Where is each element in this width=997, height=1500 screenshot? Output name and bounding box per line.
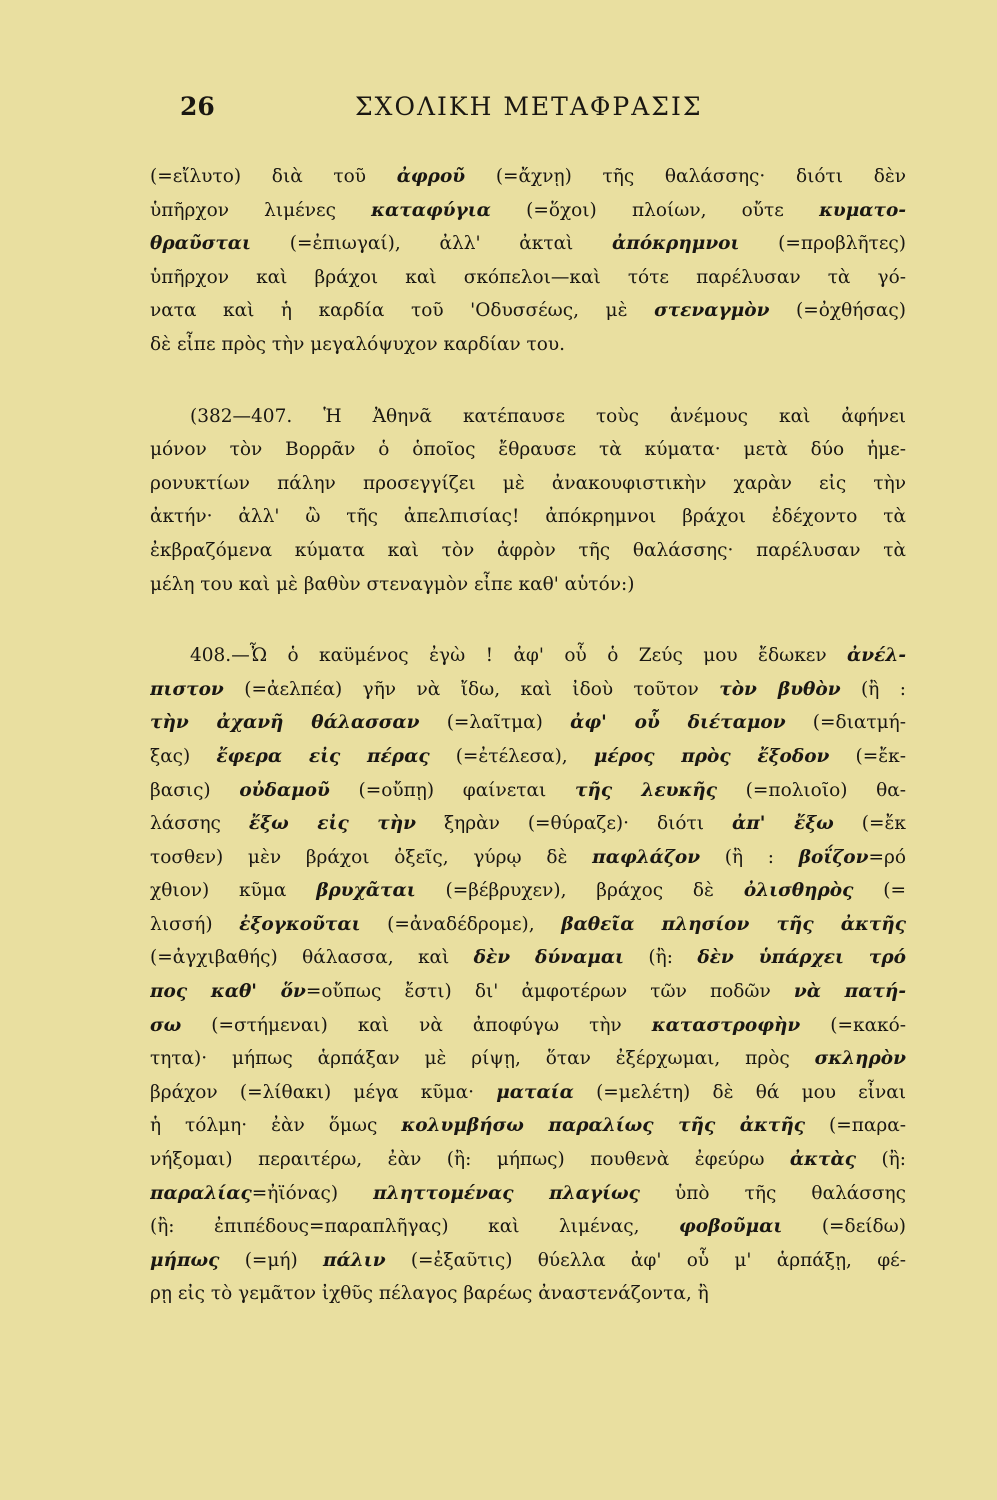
text-run: (=ὅχοι) πλοίων, οὔτε — [490, 199, 820, 221]
text-line — [150, 841, 906, 875]
paragraph-verse-408 — [150, 639, 906, 1311]
emphasized-term: παφλάζον — [592, 846, 701, 868]
body-text — [150, 160, 906, 1311]
text-run: =ἠϊόνας) — [251, 1182, 374, 1204]
text-line — [150, 975, 906, 1009]
text-run: (ἢ: — [855, 1149, 906, 1171]
text-run: (=ἔκ — [833, 813, 906, 835]
emphasized-term: ἀφ' οὗ διέταμον — [570, 712, 786, 734]
text-line — [150, 294, 906, 328]
text-run: (=λαῖτμα) — [419, 712, 571, 734]
text-line — [150, 433, 906, 467]
text-run: μόνον τὸν Βορρᾶν ὁ ὁποῖος ἔθραυσε τὰ κύματα· μετὰ δύο ἡμε- — [150, 439, 906, 461]
running-title: ΣΧΟΛΙΚΗ ΜΕΤΑΦΡΑΣΙΣ — [355, 92, 703, 121]
text-run: (382—407. Ἡ Ἀθηνᾶ κατέπαυσε τοὺς ἀνέμους καὶ ἀφήνει — [190, 405, 906, 427]
text-line — [150, 500, 906, 534]
text-run: (=ἐπιωγαί), ἀλλ' ἀκταὶ — [251, 233, 613, 255]
emphasized-term: νὰ πατή- — [793, 981, 906, 1003]
text-run: λισσή) — [150, 913, 240, 935]
text-line — [150, 328, 906, 362]
text-run: (= — [853, 880, 906, 902]
text-run: (=οὔπῃ) φαίνεται — [329, 779, 575, 801]
emphasized-term: ἀκτὰς — [789, 1149, 856, 1171]
text-run: (ἢ: ἐπιπέδους=παραπλῆγας) καὶ λιμένας, — [150, 1216, 680, 1238]
text-run: ἀκτήν· ἀλλ' ὢ τῆς ἀπελπισίας! ἀπόκρημνοι βράχοι ἐδέχοντο τὰ — [150, 506, 906, 528]
text-run: (=διατμή- — [785, 712, 906, 734]
text-run: (=ἐτέλεσα), — [429, 745, 594, 767]
text-run: (ἢ: — [624, 947, 698, 969]
text-run: τοσθεν) μὲν βράχοι ὀξεῖς, γύρῳ δὲ — [150, 846, 593, 868]
text-run: (=ὀχθήσας) — [769, 300, 906, 322]
text-run: (=παρα- — [805, 1115, 906, 1137]
text-line — [150, 400, 906, 434]
emphasized-term: σκληρὸν — [814, 1048, 906, 1070]
emphasized-term: ματαία — [496, 1081, 574, 1103]
text-run: ὑπὸ τῆς θαλάσσης — [639, 1182, 906, 1204]
text-line — [150, 740, 906, 774]
text-run: ἡ τόλμη· ἐὰν ὅμως — [150, 1115, 402, 1137]
text-run: δὲ εἶπε πρὸς τὴν μεγαλόψυχον καρδίαν του. — [150, 333, 565, 355]
text-line — [150, 774, 906, 808]
text-run: νατα καὶ ἡ καρδία τοῦ 'Οδυσσέως, μὲ — [150, 300, 655, 322]
text-run: (=στήμεναι) καὶ νὰ ἀποφύγω τὴν — [181, 1014, 652, 1036]
emphasized-term: κυματο- — [819, 199, 906, 221]
text-run: (=κακό- — [800, 1014, 906, 1036]
text-run: ὑπῆρχον λιμένες — [150, 199, 372, 221]
emphasized-term: βοΐζον — [798, 846, 869, 868]
emphasized-term: βρυχᾶται — [316, 880, 416, 902]
text-run: ὑπῆρχον καὶ βράχοι καὶ σκόπελοι—καὶ τότε παρέλυσαν τὰ γό- — [150, 266, 906, 288]
emphasized-term: πος καθ' ὅν — [150, 981, 306, 1003]
emphasized-term: ἀνέλ- — [847, 645, 906, 667]
text-run: (=βέβρυχεν), βράχος δὲ — [415, 880, 744, 902]
emphasized-term: ἐξογκοῦται — [239, 913, 361, 935]
emphasized-term: δὲν δύναμαι — [473, 947, 625, 969]
emphasized-term: πληττομένας πλαγίως — [373, 1182, 640, 1204]
text-line — [150, 706, 906, 740]
text-line — [150, 568, 906, 602]
emphasized-term: δὲν ὑπάρχει τρό — [697, 947, 906, 969]
text-line — [150, 1143, 906, 1177]
page-number: 26 — [180, 92, 215, 121]
text-run: (ἢ : — [840, 678, 906, 700]
text-run: (=ἀελπέα) γῆν νὰ ἴδω, καὶ ἰδοὺ τοῦτον — [223, 678, 720, 700]
text-run: (=μή) — [219, 1249, 324, 1271]
text-run: χθιον) κῦμα — [150, 880, 317, 902]
text-line — [150, 534, 906, 568]
emphasized-term: ἔξω εἰς τὴν — [248, 813, 416, 835]
text-run: ρονυκτίων πάλην προσεγγίζει μὲ ἀνακουφιστικὴν χαρὰν εἰς τὴν — [150, 472, 906, 494]
text-line — [150, 227, 906, 261]
emphasized-term: ἀφροῦ — [396, 166, 466, 187]
text-run: (=ἐξαῦτις) θύελλα ἀφ' οὗ μ' ἁρπάξῃ, φέ- — [385, 1249, 906, 1271]
text-line — [150, 908, 906, 942]
emphasized-term: παραλίας — [150, 1182, 252, 1204]
text-run: ξας) — [150, 745, 217, 767]
emphasized-term: μήπως — [150, 1249, 220, 1271]
text-line — [150, 1009, 906, 1043]
text-run: (=εἴλυτο) διὰ τοῦ — [150, 166, 397, 187]
emphasized-term: φοβοῦμαι — [679, 1216, 783, 1238]
emphasized-term: ἔφερα εἰς πέρας — [216, 745, 430, 767]
paragraph-summary — [150, 400, 906, 602]
emphasized-term: θραῦσται — [150, 233, 251, 255]
emphasized-term: τῆς λευκῆς — [574, 779, 717, 801]
text-run: νήξομαι) περαιτέρω, ἐὰν (ἢ: μήπως) πουθενὰ ἐφεύρω — [150, 1149, 790, 1171]
text-run: (=δείδω) — [782, 1216, 906, 1238]
text-line — [150, 874, 906, 908]
text-run: βράχον (=λίθακι) μέγα κῦμα· — [150, 1081, 497, 1103]
emphasized-term: βαθεῖα πλησίον τῆς ἀκτῆς — [561, 913, 906, 935]
text-line — [150, 467, 906, 501]
text-line — [150, 1042, 906, 1076]
text-line — [150, 941, 906, 975]
text-line — [150, 160, 906, 194]
text-line — [150, 1277, 906, 1311]
paragraph-glossed-text — [150, 160, 906, 362]
text-line — [150, 261, 906, 295]
text-line — [150, 194, 906, 228]
text-line — [150, 807, 906, 841]
text-run: =ρό — [868, 846, 906, 868]
text-run: (=ἀγχιβαθής) θάλασσα, καὶ — [150, 947, 474, 969]
text-run: (=πολιοῖο) θα- — [717, 779, 906, 801]
emphasized-term: πάλιν — [323, 1249, 386, 1271]
emphasized-term: κολυμβήσω παραλίως τῆς ἀκτῆς — [401, 1115, 806, 1137]
emphasized-term: τὸν βυθὸν — [719, 678, 841, 700]
text-run: (=ἄχνῃ) τῆς θαλάσσης· διότι δὲν — [465, 166, 906, 187]
emphasized-term: τὴν ἀχανῆ θάλασσαν — [150, 712, 420, 734]
text-line — [150, 639, 906, 673]
text-line — [150, 1210, 906, 1244]
text-line — [150, 1244, 906, 1278]
text-run: 408.—Ὦ ὁ καϋμένος ἐγὼ ! ἀφ' οὗ ὁ Ζεύς μου ἔδωκεν — [190, 645, 848, 667]
emphasized-term: καταστροφὴν — [651, 1014, 801, 1036]
emphasized-term: οὐδαμοῦ — [239, 779, 330, 801]
emphasized-term: μέρος πρὸς ἔξοδον — [593, 745, 830, 767]
text-run: βασις) — [150, 779, 240, 801]
text-run: =οὔπως ἔστι) δι' ἀμφοτέρων τῶν ποδῶν — [305, 981, 794, 1003]
text-run: ρῃ εἰς τὸ γεμᾶτον ἰχθῦς πέλαγος βαρέως ἀναστενάζοντα, ἢ — [150, 1283, 709, 1305]
text-line — [150, 1177, 906, 1211]
text-run: ξηρὰν (=θύραζε)· διότι — [416, 813, 732, 835]
text-run: λάσσης — [150, 813, 249, 835]
text-line — [150, 1076, 906, 1110]
emphasized-term: στεναγμὸν — [654, 300, 770, 322]
emphasized-term: σω — [150, 1014, 182, 1036]
text-run: (=μελέτη) δὲ θά μου εἶναι — [573, 1081, 906, 1103]
emphasized-term: ὀλισθηρὸς — [743, 880, 854, 902]
text-run: (=ἔκ- — [829, 745, 906, 767]
text-run: (=ἀναδέδρομε), — [360, 913, 562, 935]
emphasized-term: πιστον — [150, 678, 224, 700]
emphasized-term: καταφύγια — [371, 199, 491, 221]
text-line — [150, 673, 906, 707]
text-run: μέλη του καὶ μὲ βαθὺν στεναγμὸν εἶπε καθ' αὑτόν:) — [150, 573, 635, 595]
text-line — [150, 1109, 906, 1143]
text-run: ἐκβραζόμενα κύματα καὶ τὸν ἀφρὸν τῆς θαλάσσης· παρέλυσαν τὰ — [150, 539, 906, 561]
text-run: (ἢ : — [700, 846, 799, 868]
page-header — [180, 92, 900, 132]
emphasized-term: ἀπόκρημνοι — [612, 233, 740, 255]
text-run: (=προβλῆτες) — [739, 233, 906, 255]
emphasized-term: ἀπ' ἔξω — [732, 813, 834, 835]
text-run: τητα)· μήπως ἁρπάξαν μὲ ρίψῃ, ὅταν ἐξέρχωμαι, πρὸς — [150, 1048, 815, 1070]
